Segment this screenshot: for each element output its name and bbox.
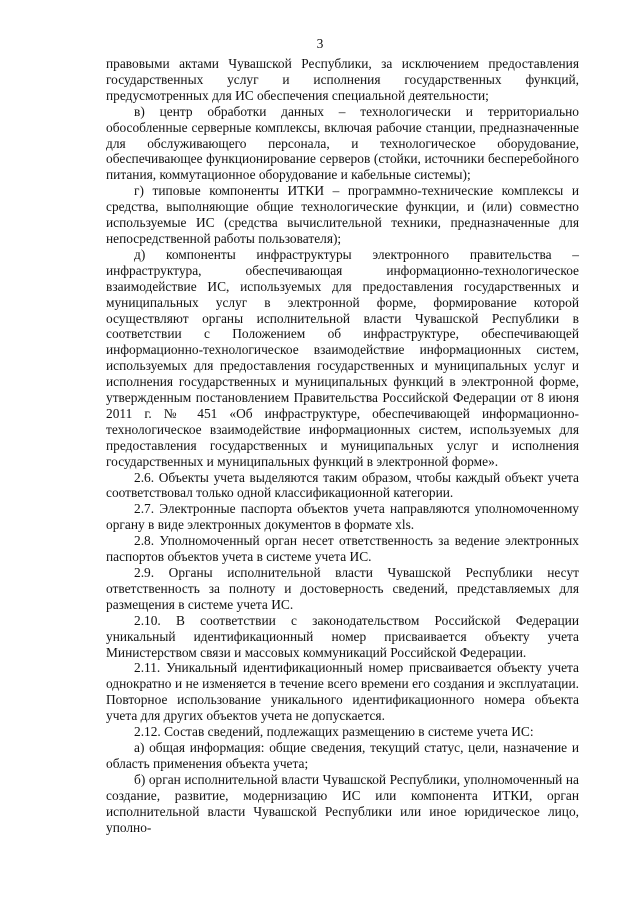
paragraph-item-v-data-center: в) центр обработки данных – технологически и территориально обособленные серверные комплексы, включая рабочие станции, предназначенные для обслуживающего персонала, и технологическое оборудование, обеспечивающее функционирование серверов (стойки, источники бесперебойного питания, коммутационное оборудование и кабельные системы); (106, 103, 579, 183)
paragraph-2-10: 2.10. В соответствии с законодательством Российской Федерации уникальный идентификационный номер присваивается объекту учета Министерством связи и массовых коммуникаций Российской Федерации. (106, 612, 579, 660)
paragraph-item-g-typical-components: г) типовые компоненты ИТКИ – программно-технические комплексы и средства, выполняющие общие технологические функции, и (или) совместно используемые ИС (средства вычислительной техники, предназначенные для непосредственной работы пользователя); (106, 183, 579, 246)
paragraph-item-b-authority: б) орган исполнительной власти Чувашской Республики, уполномоченный на создание, развитие, модернизацию ИС или компонента ИТКИ, орган исполнительной власти Чувашской Республики или иное юридическое лицо, уполно- (106, 771, 579, 835)
paragraph-2-8: 2.8. Уполномоченный орган несет ответственность за ведение электронных паспортов объектов учета в системе учета ИС. (106, 533, 579, 565)
paragraph-2-9: 2.9. Органы исполнительной власти Чувашской Республики несут ответственность за полноту и достоверность сведений, представляемых для размещения в системе учета ИС. (106, 565, 579, 612)
paragraph-continuation: правовыми актами Чувашской Республики, за исключением предоставления государственных услуг и исполнения государственных функций, предусмотренных для ИС обеспечения специальной деятельности; (106, 56, 579, 103)
page-number: 3 (316, 36, 324, 51)
paragraph-item-a-general-info: а) общая информация: общие сведения, текущий статус, цели, назначение и область применения объекта учета; (106, 739, 579, 771)
paragraph-2-12: 2.12. Состав сведений, подлежащих размещению в системе учета ИС: (134, 724, 534, 740)
document-body (106, 56, 579, 835)
paragraph-2-7: 2.7. Электронные паспорта объектов учета направляются уполномоченному органу в виде электронных документов в формате xls. (106, 501, 579, 533)
paragraph-item-d-egov-infrastructure: д) компоненты инфраструктуры электронного правительства – инфраструктура, обеспечивающая информационно-технологическое взаимодействие ИС, используемых для предоставления государственных и муниципальных услуг в электронной форме, формирование которой осуществляют органы исполнительной власти Чувашской Республики в соответствии с Положением об инфраструктуре, обеспечивающей информационно-технологическое взаимодействие информационных систем, используемых для предоставления государственных и муниципальных услуг и исполнения государственных и муниципальных функций в электронной форме, утвержденным постановлением Правительства Российской Федерации от 8 июня 2011 г. № 451 «Об инфраструктуре, обеспечивающей информационно-технологическое взаимодействие информационных систем, используемых для предоставления государственных и муниципальных услуг и исполнения государственных и муниципальных функций в электронной форме». (106, 246, 579, 469)
paragraph-2-11: 2.11. Уникальный идентификационный номер присваивается объекту учета однократно и не изменяется в течение всего времени его создания и эксплуатации. Повторное использование уникального идентификационного номера объекта учета для других объектов учета не допускается. (106, 660, 579, 724)
paragraph-2-6: 2.6. Объекты учета выделяются таким образом, чтобы каждый объект учета соответствовал только одной классификационной категории. (106, 469, 579, 501)
